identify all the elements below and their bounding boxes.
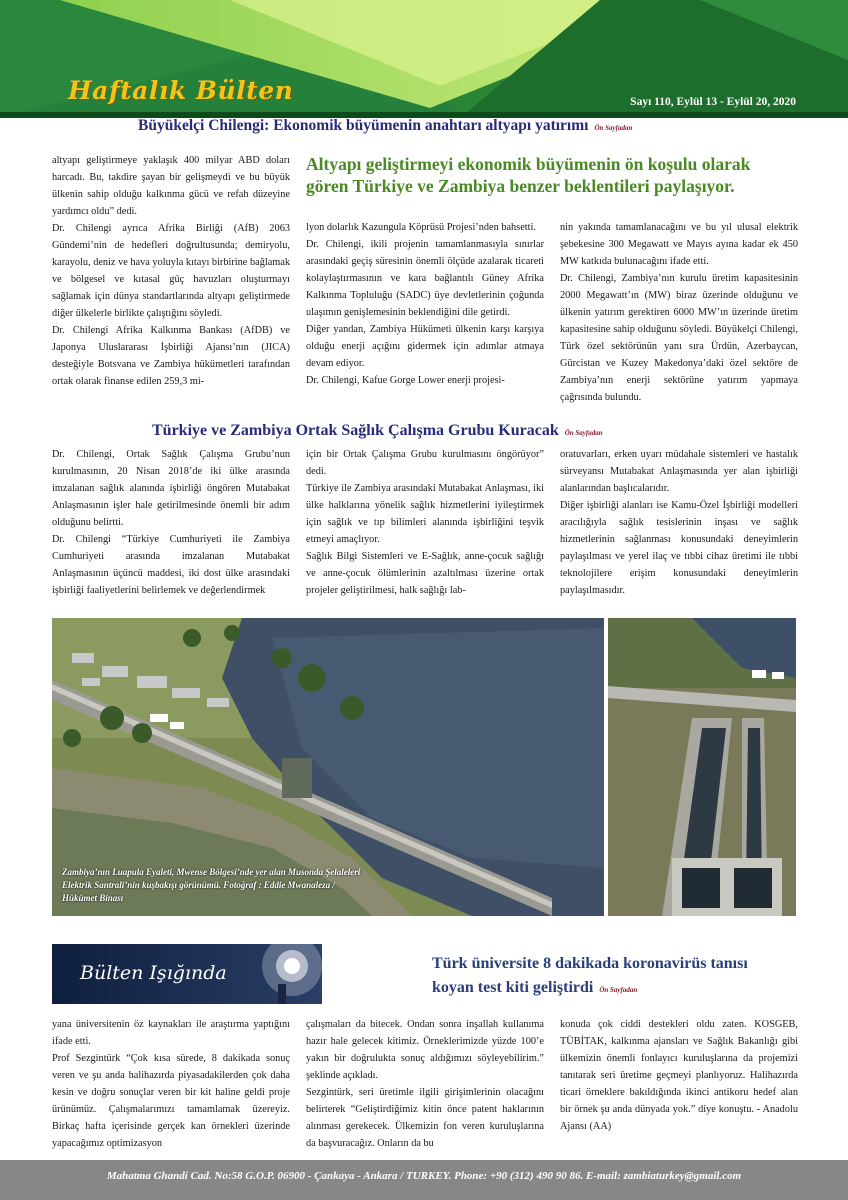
article-1-title: Büyükelçi Chilengi: Ekonomik büyümenin anahtarı altyapı yatırımı bbox=[138, 117, 589, 134]
pull-quote: Altyapı geliştirmeyi ekonomik büyümenin ön koşulu olarak gören Türkiye ve Zambiya benzer beklentileri paylaşıyor. bbox=[306, 154, 751, 196]
article-2-headline bbox=[152, 422, 792, 440]
article-3-column-2 bbox=[306, 1016, 544, 1152]
paragraph: Dr. Chilengi, Kafue Gorge Lower enerji projesi- bbox=[306, 375, 505, 386]
masthead bbox=[0, 0, 848, 118]
article-2-title: Türkiye ve Zambiya Ortak Sağlık Çalışma Grubu Kuracak bbox=[152, 422, 559, 439]
article-1-column-2 bbox=[306, 219, 544, 389]
section-banner bbox=[52, 944, 322, 1004]
paragraph: Dr. Chilengi “Türkiye Cumhuriyeti ile Zambiya Cumhuriyeti arasında imzalanan Mutabakat Anlaşmasının üçüncü maddesi, iki dost ülke arasındaki işbirliği faaliyetlerini belirlemek ve değerlendirmek bbox=[52, 534, 290, 596]
article-3-headline bbox=[432, 952, 792, 1002]
paragraph: Dr. Chilengi, ikili projenin tamamlanmasıyla sınırlar arasındaki geçiş süresinin önemli ölçüde azalarak ticareti kolaylaştırmasının ve kara bağlantılı Güney Afrika Kalkınma Topluluğu (SADC) üye devletlerinin çoğunda ulaşımın genişlemesinin beklendiğini dile getirdi. bbox=[306, 239, 544, 318]
paragraph: Dr. Chilengi, Ortak Sağlık Çalışma Grubu’nun kurulmasının, 20 Nisan 2018’de iki ülke arasında imzalanan sağlık alanında işbirliği öngören Mutabakat Anlaşmasının işler hale getirilmesinde önemli bir adım olduğunu belirtti. bbox=[52, 449, 290, 528]
paragraph: altyapı geliştirmeye yaklaşık 400 milyar ABD doları harcadı. Bu, takdire şayan bir gelişmeydi ve bu büyük ülkenin sahip olduğu kalkınma gücü ve refah düzeyine yardımcı oldu” dedi. bbox=[52, 155, 290, 217]
article-2-column-3 bbox=[560, 446, 798, 599]
paragraph: oratuvarları, erken uyarı müdahale sistemleri ve hastalık sürveyansı Mutabakat Anlaşmasında yer alan işbirliği alanlarından başlıcalarıdır. bbox=[560, 449, 798, 494]
photo-caption: Zambiya’nın Luapula Eyaleti, Mwense Bölgesi’nde yer alan Musonda Şelaleleri Elektrik Santrali’nin kuşbakışı görünümü. Fotoğraf : Eddie Mwanaleza / Hükümet Binası bbox=[62, 867, 361, 903]
paragraph: Diğer yandan, Zambiya Hükümeti ülkenin karşı karşıya olduğu enerji açığını gidermek için adımlar atmaya devam ediyor. bbox=[306, 324, 544, 369]
paragraph: nin yakında tamamlanacağını ve bu yıl ulusal elektrik şebekesine 300 Megawatt ve Mayıs ayına kadar ek 450 MW katkıda bulunacağını ifade etti. bbox=[560, 222, 798, 267]
article-1-column-1 bbox=[52, 152, 290, 390]
paragraph: Türkiye ile Zambiya arasındaki Mutabakat Anlaşması, iki ülke halklarına yönelik sağlık hizmetlerini iyileştirmek için sağlık ve tıp bilimleri alanında işbirliğini teşvik etmeyi amaçlıyor. bbox=[306, 483, 544, 545]
article-3-title: Türk üniversite 8 dakikada koronavirüs tanısı koyan test kiti geliştirdi bbox=[432, 955, 748, 996]
paragraph: Dr. Chilengi, Zambiya’nın kurulu üretim kapasitesinin 2000 Megawatt’ın (MW) biraz üzerinde olduğunu ve ülkenin yatırım gerektiren 6000 MW’ın üzerinde üretim kapasitesine sahip olduğunu söyledi. Büyükelçi Chilengi, Türk özel sektörünün yanı sıra Ürdün, Azerbaycan, Gürcistan ve Kuzey Makedonya’daki özel sektöre de Zambiya’nın enerji sektörüne yatırım yapmaya çağrısında bulundu. bbox=[560, 273, 798, 403]
paragraph: Prof Sezgintürk “Çok kısa sürede, 8 dakikada sonuç veren ve şu anda halihazırda piyasadakilerden çok daha kesin ve doğru sonuçlar veren bir kit haline geldi proje ürünümüz. Çalışmalarımızı tamamlamak üzereyiz. Birkaç hafta içerisinde gerçek kan örnekleri üzerinde yapacağımız optimizasyon bbox=[52, 1053, 290, 1149]
paragraph: lyon dolarlık Kazungula Köprüsü Projesi’nden bahsetti. bbox=[306, 222, 536, 233]
paragraph: Sezgintürk, seri üretimle ilgili girişimlerinin olacağını belirterek “Geliştirdiğimiz kitin önce patent haklarının alınması gerekecek. Ülkemizin fon veren kuruluşlarına da başvuracağız. Onların da bu bbox=[306, 1087, 544, 1149]
paragraph: için bir Ortak Çalışma Grubu kurulmasını öngörüyor” dedi. bbox=[306, 449, 544, 477]
paragraph: Sağlık Bilgi Sistemleri ve E-Sağlık, anne-çocuk sağlığı ve anne-çocuk ölümlerinin azaltılması üzerine ortak projeler geliştirilmesi, halk sağlığı lab- bbox=[306, 551, 544, 596]
paragraph: çalışmaları da bitecek. Ondan sonra inşallah kullanıma hazır hale gelecek kitimiz. Örneklerimizde yüzde 100’e yakın bir doğrulukta sonuç aldığımızı söyleyebilirim.” şeklinde açıkladı. bbox=[306, 1019, 544, 1081]
article-2-source[interactable]: Ön Sayfadan bbox=[564, 429, 603, 437]
paragraph: yana üniversitenin öz kaynakları ile araştırma yaptığını ifade etti. bbox=[52, 1019, 290, 1047]
article-3-column-3 bbox=[560, 1016, 798, 1135]
article-3-column-1 bbox=[52, 1016, 290, 1152]
newsletter-title: Haftalık Bülten bbox=[68, 76, 294, 105]
article-1-source[interactable]: Ön Sayfadan bbox=[594, 124, 633, 132]
section-title: Bülten Işığında bbox=[80, 962, 227, 984]
paragraph: konuda çok ciddi destekleri oldu zaten. KOSGEB, TÜBİTAK, kalkınma ajansları ve Sağlık Bakanlığı gibi ülkemizin önemli fonlayıcı kuruluşlarına da projemizi tanıtarak seri üretime geçmeyi planlıyoruz. Halihazırda ticari örneklere bakıldığında ikinci antikoru hedef alan bir örnek şu anda dünyada yok.” diye konuştu. - Anadolu Ajansı (AA) bbox=[560, 1019, 798, 1132]
paragraph: Diğer işbirliği alanları ise Kamu-Özel İşbirliği modelleri aracılığıyla sağlık tesislerinin inşası ve sağlık hizmetlerinin sağlanması konusundaki deneyimlerin paylaşılması ve yerel ilaç ve tıbbi cihaz üretimi ile tıbbi teknolojilere erişim konusundaki deneyimlerin paylaşılmasıdır. bbox=[560, 500, 798, 596]
footer bbox=[0, 1160, 848, 1200]
issue-info: Sayı 110, Eylül 13 - Eylül 20, 2020 bbox=[630, 96, 796, 108]
article-2-column-1 bbox=[52, 446, 290, 599]
article-1-headline bbox=[138, 117, 798, 135]
article-2-column-2 bbox=[306, 446, 544, 599]
paragraph: Dr. Chilengi ayrıca Afrika Birliği (AfB) 2063 Gündemi’nin de hedefleri doğrultusunda; demiryolu, karayolu, deniz ve hava yoluyla kıtayı birbirine bağlamak ve bölgesel ve kıtasal güç havuzları oluşturmayı sağlamak için dünya standartlarında altyapı geliştirmede diğer ülkelerle birlikte çalıştığını söyledi. bbox=[52, 223, 290, 319]
paragraph: Dr. Chilengi Afrika Kalkınma Bankası (AfDB) ve Japonya Uluslararası İşbirliği Ajansı’nın (JICA) desteğiyle Botsvana ve Zambiya hükümetleri tarafından ortak olarak finanse edilen 259,3 mi- bbox=[52, 325, 290, 387]
article-3-source[interactable]: Ön Sayfadan bbox=[599, 986, 638, 994]
footer-contact: Mahatma Ghandi Cad. No:58 G.O.P. 06900 - Çankaya - Ankara / TURKEY. Phone: +90 (312) 490 90 86. E-mail: zambiaturkey@gmail.com bbox=[106, 1170, 742, 1182]
hydro-plant-photo bbox=[52, 618, 796, 916]
article-1-column-3 bbox=[560, 219, 798, 406]
